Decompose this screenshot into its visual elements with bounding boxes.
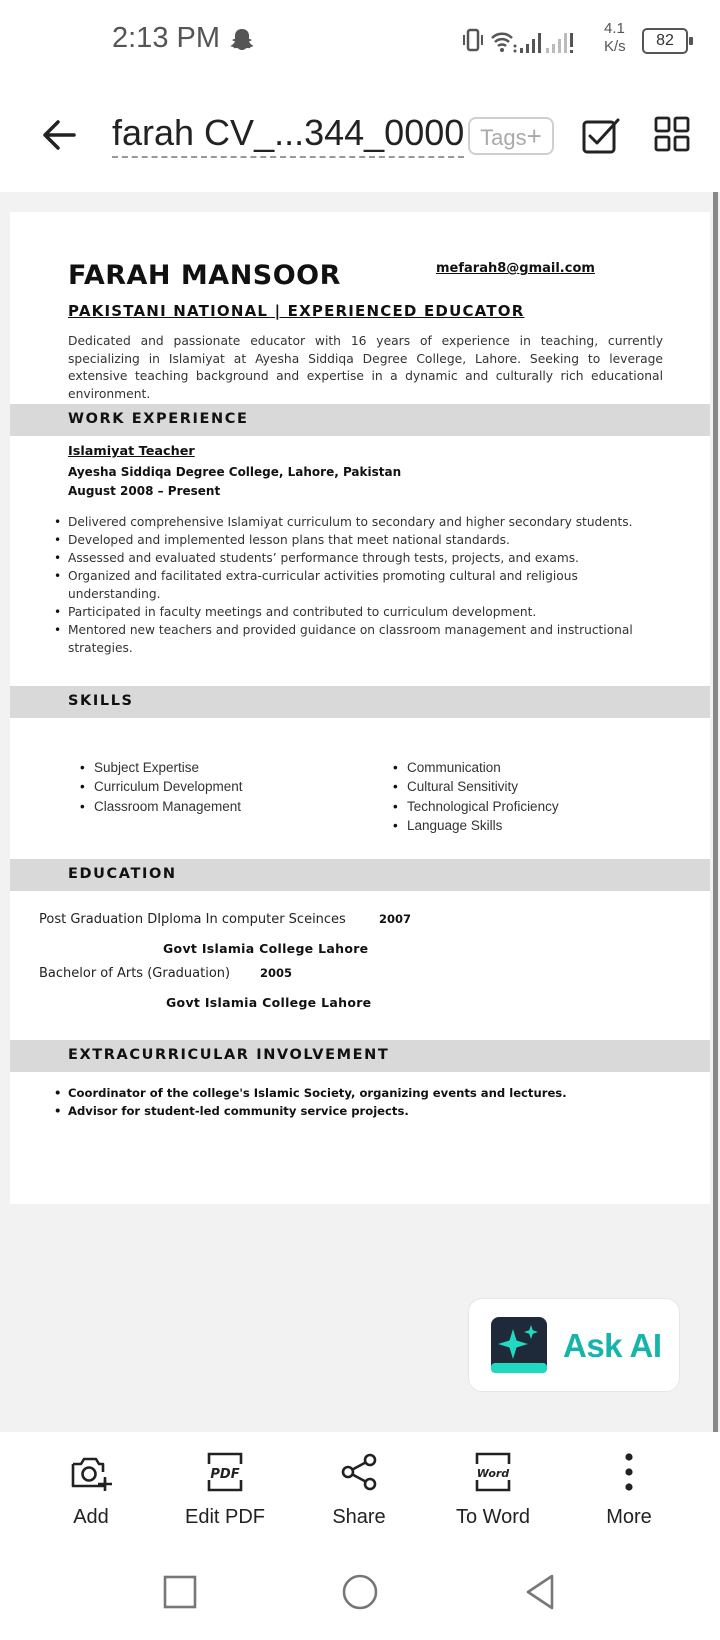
grid-view-icon[interactable] <box>654 116 690 152</box>
home-icon[interactable] <box>340 1572 380 1612</box>
education-year: 2005 <box>260 966 293 980</box>
cv-email-link[interactable]: mefarah8@gmail.com <box>436 261 595 276</box>
list-item: • Language Skills <box>407 816 559 835</box>
section-header-work: WORK EXPERIENCE <box>10 404 710 436</box>
svg-text:Word: Word <box>476 1467 510 1480</box>
list-item: • Subject Expertise <box>94 758 243 777</box>
select-check-icon[interactable] <box>580 114 622 156</box>
ask-ai-button[interactable] <box>468 1298 680 1392</box>
list-item: • Cultural Sensitivity <box>407 777 559 796</box>
list-item: • Delivered comprehensive Islamiyat curriculum to secondary and higher secondary students. <box>68 513 658 531</box>
section-header-education: EDUCATION <box>10 859 710 891</box>
ask-ai-label: Ask AI <box>563 1327 662 1364</box>
svg-text:PDF: PDF <box>210 1467 240 1482</box>
scrollbar[interactable] <box>713 192 718 1432</box>
extracurricular-list <box>68 1084 567 1120</box>
list-item: • Technological Proficiency <box>407 797 559 816</box>
plus-icon: + <box>526 121 542 151</box>
edit-pdf-button[interactable]: PDF Edit PDF <box>160 1450 290 1529</box>
list-item: • Coordinator of the college's Islamic Society, organizing events and lectures. <box>68 1084 567 1102</box>
word-icon <box>471 1450 515 1494</box>
skills-list-right <box>407 758 559 835</box>
camera-add-icon <box>69 1450 113 1494</box>
list-item: • Organized and facilitated extra-curricular activities promoting cultural and religious understanding. <box>68 567 658 603</box>
list-item: • Advisor for student-led community service projects. <box>68 1102 567 1120</box>
top-toolbar <box>0 82 720 192</box>
back-arrow-icon[interactable] <box>36 112 82 158</box>
section-header-extracurricular: EXTRACURRICULAR INVOLVEMENT <box>10 1040 710 1072</box>
share-icon <box>337 1450 381 1494</box>
add-button[interactable]: Add <box>26 1450 156 1529</box>
education-program: Bachelor of Arts (Graduation) <box>39 966 231 981</box>
battery-indicator: 82 <box>642 28 688 54</box>
list-item: • Developed and implemented lesson plans that meet national standards. <box>68 531 658 549</box>
skills-list-left <box>94 758 243 816</box>
share-button[interactable]: Share <box>294 1450 424 1529</box>
status-bar <box>0 0 720 82</box>
bottom-action-bar <box>0 1432 720 1542</box>
cv-page <box>10 212 710 1204</box>
job-dates: August 2008 – Present <box>68 484 221 498</box>
sparkle-icon <box>491 1317 547 1373</box>
tags-label: Tags <box>480 125 527 150</box>
list-item: • Participated in faculty meetings and contributed to curriculum development. <box>68 603 658 621</box>
list-item: • Curriculum Development <box>94 777 243 796</box>
job-title: Islamiyat Teacher <box>68 444 195 459</box>
tags-button[interactable] <box>468 117 554 155</box>
recent-apps-icon[interactable] <box>160 1572 200 1612</box>
job-organization: Ayesha Siddiqa Degree College, Lahore, Pakistan <box>68 465 402 479</box>
to-word-button[interactable]: Word To Word <box>428 1450 558 1529</box>
education-institution: Govt Islamia College Lahore <box>166 995 372 1010</box>
more-button[interactable]: More <box>564 1450 694 1529</box>
back-nav-icon[interactable] <box>520 1572 560 1612</box>
pdf-edit-icon <box>203 1450 247 1494</box>
section-header-skills: SKILLS <box>10 686 710 718</box>
list-item: • Communication <box>407 758 559 777</box>
education-program: Post Graduation DIploma In computer Sceinces <box>39 912 346 927</box>
cv-headline: PAKISTANI NATIONAL | EXPERIENCED EDUCATOR <box>68 302 525 320</box>
list-item: • Classroom Management <box>94 797 243 816</box>
document-title[interactable]: farah CV_...344_0000 <box>112 112 464 158</box>
more-vertical-icon <box>607 1450 651 1494</box>
status-time: 2:13 PM <box>112 22 220 54</box>
list-item: • Assessed and evaluated students’ performance through tests, projects, and exams. <box>68 549 658 567</box>
education-institution: Govt Islamia College Lahore <box>163 941 369 956</box>
network-speed: 4.1 K/s <box>604 20 626 55</box>
system-navigation-bar <box>0 1542 720 1640</box>
signal-wifi-icons <box>462 24 592 60</box>
job-duties-list <box>68 513 658 657</box>
list-item: • Mentored new teachers and provided guidance on classroom management and instructional strategies. <box>68 621 658 657</box>
cv-name: FARAH MANSOOR <box>68 260 341 291</box>
snapchat-icon <box>228 26 256 54</box>
education-year: 2007 <box>379 912 412 926</box>
cv-summary: Dedicated and passionate educator with 16 years of experience in teaching, currently specializing in Islamiyat at Ayesha Siddiqa Degree College, Lahore. Seeking to leverage extensive teaching background and expertise in a dynamic and culturally rich educational environment. <box>68 334 663 401</box>
